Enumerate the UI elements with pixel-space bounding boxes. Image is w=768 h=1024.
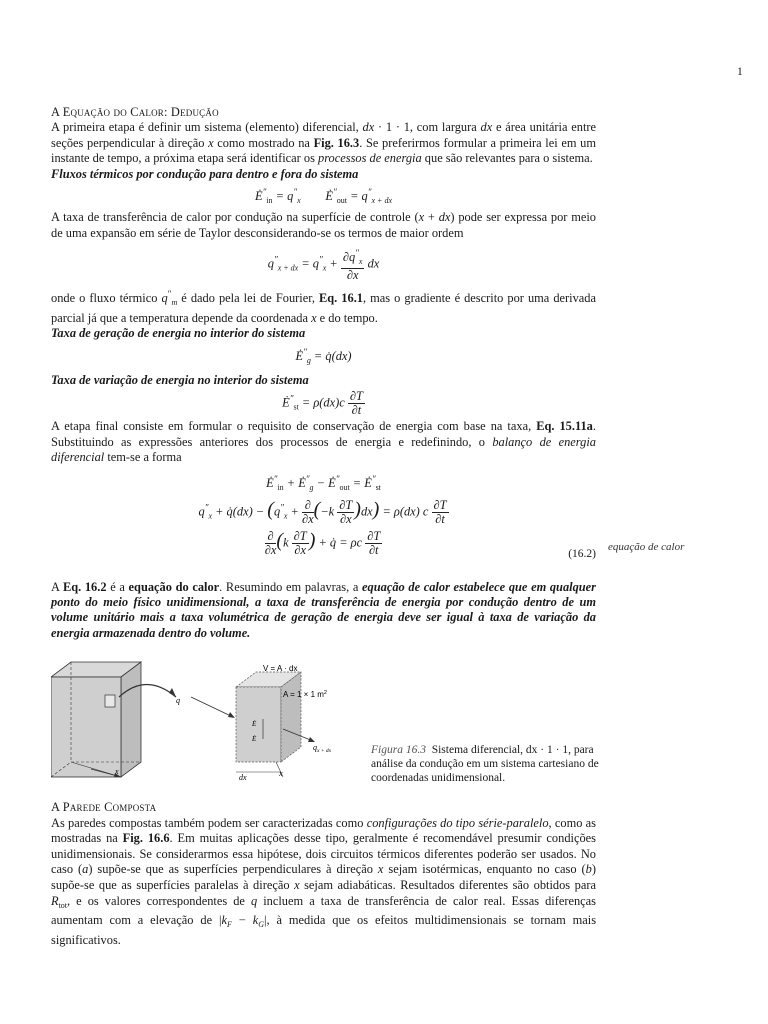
final-paragraph: A etapa final consiste em formular o requisito de conservação de energia com base na taxa, Eq. 15.11a. Substituindo as expressões anteriores dos processos de energia e redefinindo, o balanço de energia diferencial tem-se a forma (51, 419, 596, 465)
equation-balance: $Ė''_{in}$ + $Ė''_g$ − $Ė''_{out}$ = $Ė''_{st}$ (266, 473, 381, 492)
equation-taylor: $q''_{x + dx} = q''_x$ + $\frac{\partial q''_x}{\partial x}$ dx (267, 248, 380, 283)
fourier-paragraph: onde o fluxo térmico $q''_m$ é dado pela lei de Fourier, Eq. 16.1, mas o gradiente é descrito por uma derivada parcial já que a temperatura depende da coordenada x e do tempo. (51, 289, 597, 325)
figure-caption: Figura 16.3 Sistema diferencial, dx · 1 · 1, para análise da condução em um sistema cartesiano de coordenadas unidimensional. (371, 744, 599, 784)
taylor-paragraph: A taxa de transferência de calor por condução na superfície de controle (x + dx) pode ser expressa por meio de uma expansão em série de Taylor desconsiderando-se os termos de maior ordem (51, 210, 597, 240)
section-heat-equation (51, 105, 596, 641)
figure-differential-system (51, 657, 371, 782)
axis-label-x-right: x (279, 769, 283, 778)
page-number: 1 (737, 66, 743, 78)
energy-balance-block (51, 472, 596, 572)
label-volume: V = A · dx (263, 664, 298, 673)
heading-variacao: Taxa de variação de energia no interior do sistema (51, 372, 309, 387)
equation-generation: $Ė''_g$ = q̇(dx) (295, 347, 352, 366)
axis-label-x-left: x (115, 767, 119, 776)
label-e-generation: Ė (252, 720, 257, 728)
intro-paragraph: A primeira etapa é definir um sistema (elemento) diferencial, dx · 1 · 1, com largura dx e área unitária entre seções perpendicular à direção x como mostrado na Fig. 16.3. Se preferirmos formular a primeira lei em um instante de tempo, a próxima etapa será identificar os processos de energia que são relevantes para o sistema. (51, 120, 597, 166)
equation-storage: $Ė''_{st} = \rho(dx)c$ $\frac{\partial T}{\partial t}$ (282, 389, 363, 418)
equation-number: (16.2) (568, 547, 596, 560)
section-title: A Equação do Calor: Dedução (51, 105, 219, 119)
label-e-stored: Ė (252, 735, 257, 743)
label-area: A = 1 × 1 $m^2$ (283, 690, 327, 699)
equation-heat-162: $\frac{\partial}{\partial x}$ (k $\frac{\partial T}{\partial x}$ ) + q̇ = ρc $\frac{\partial T}{\partial t}$ (264, 528, 381, 557)
margin-note-heat-equation: equação de calor (608, 541, 685, 553)
equation-flux-in-out: $Ė''_{in} = q''_x$ $Ė''_{out} = q''_{x + dx}$ (255, 187, 392, 206)
section-composite-wall (51, 800, 596, 948)
composite-paragraph: As paredes compostas também podem ser caracterizadas como configurações do tipo série-paralelo, como as mostradas na Fig. 16.6. Em muitas aplicações desse tipo, geralmente é recomendável presumir condições unidimensionais. Se considerarmos essa hipótese, dois circuitos térmicos diferentes poderão ser usados. No caso (a) supõe-se que as superfícies perpendiculares à direção x sejam isotérmicas, enquanto no caso (b) supõe-se que as superfícies paralelas à direção x sejam adiabáticas. Resultados diferentes são obtidos para $R_{tot}$, e os valores correspondentes de q incluem a taxa de transferência de calor real. Essas diferenças aumentam com a elevação de $|k_F - k_G|$, à medida que os efeitos multidimensionais se tornam mais significativos. (51, 815, 597, 947)
section-title-composite: A Parede Composta (51, 800, 157, 814)
label-qx-dx: $q_{x + dx}$ (313, 743, 332, 754)
heading-fluxos: Fluxos térmicos por condução para dentro e fora do sistema (51, 166, 359, 181)
summary-paragraph: A Eq. 16.2 é a equação do calor. Resumindo em palavras, a equação de calor estabelece que em qualquer ponto do meio físico unidimensional, a taxa de transferência de energia por condução dentro de um volume unitário mais a taxa volumétrica de geração de energia deve ser igual à taxa de variação da energia armazenada dentro do volume. (51, 579, 596, 640)
label-dx: dx (239, 773, 247, 782)
equation-substituted: $q''_x$ + q̇(dx) − ($q''_x$ + $\frac{\partial}{\partial x}$ (−k $\frac{\partial T}{\partial x}$ )dx) = ρ(dx) c $\frac{\partial T}{\partial t}$ (198, 497, 447, 526)
heading-geracao: Taxa de geração de energia no interior do sistema (51, 326, 306, 341)
fig-ref: Fig. 16.3 (313, 135, 360, 150)
label-qx: q (176, 696, 180, 705)
large-slab-drawing (51, 662, 141, 777)
